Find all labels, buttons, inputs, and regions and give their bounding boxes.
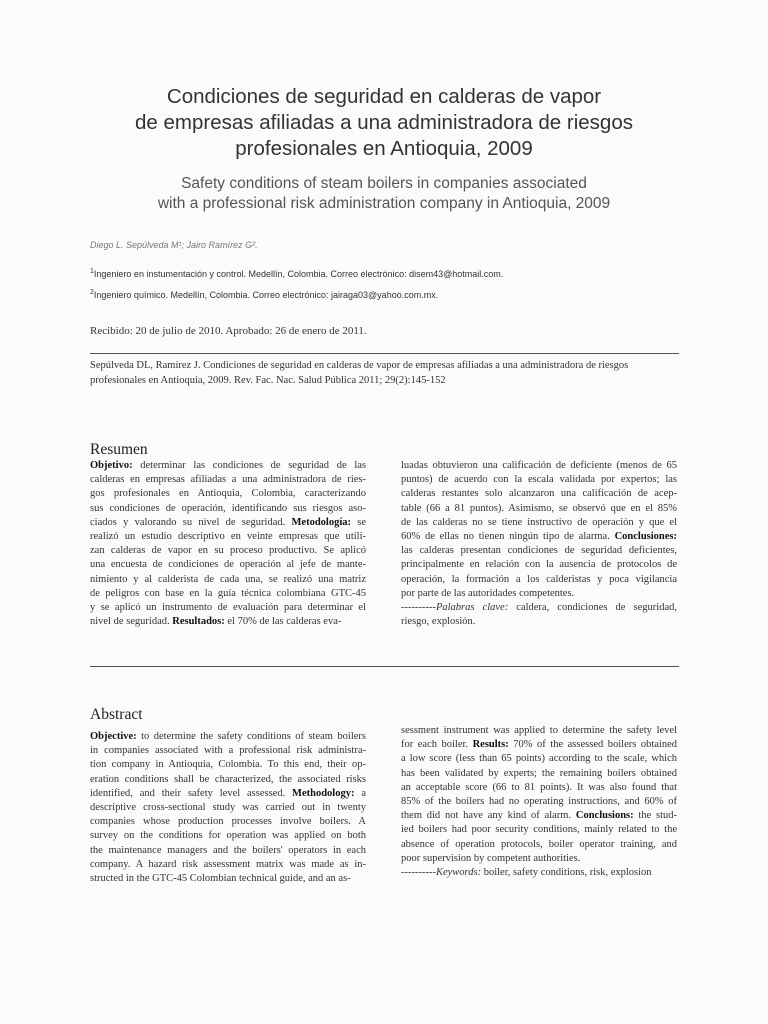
text-line	[401, 809, 677, 823]
line-text: companies whose production processes involve boilers. A	[90, 816, 366, 828]
line-text: absence of operation protocols, boiler operator training, and	[401, 838, 677, 850]
line-text: a	[354, 787, 366, 799]
section-label: Objetivo:	[90, 460, 133, 471]
text-line	[401, 823, 677, 837]
section-label: Metodología:	[291, 516, 351, 528]
text-line	[401, 795, 677, 809]
text-line	[90, 773, 366, 787]
text-line	[401, 767, 677, 781]
text-line	[90, 516, 366, 530]
line-text: descriptive cross-sectional study was carried out in twenty	[90, 802, 366, 814]
line-text: sessment instrument was applied to determine the safety level	[401, 725, 677, 736]
text-line	[90, 858, 366, 872]
article-title-spanish	[80, 84, 688, 162]
line-text: 70% of the assessed boilers obtained	[508, 739, 677, 751]
line-text: puntos) de acuerdo con la escala validada por expertos; las	[401, 474, 677, 486]
text-line	[90, 473, 366, 487]
line-text: operación, la formación a los calderistas y poca vigilancia	[401, 573, 677, 585]
text-line	[90, 758, 366, 772]
text-line	[401, 487, 677, 501]
line-text: una encuesta de condiciones de operación al jefe de mante-	[90, 559, 366, 571]
line-text: structed in the GTC-45 Colombian technical guide, and an as-	[90, 873, 351, 885]
text-line	[401, 724, 677, 738]
line-text: eration conditions shall be characterized, the associated risks	[90, 773, 366, 785]
line-text: an acceptable score (66 to 81 points). It was also found that	[401, 781, 677, 793]
line-text: boiler, safety conditions, risk, explosion	[481, 867, 652, 879]
received-dates: Recibido: 20 de julio de 2010. Aprobado: 26 de enero de 2011.	[90, 325, 367, 337]
line-text: determinar las condiciones de seguridad de las	[132, 460, 366, 471]
citation-line: Sepúlveda DL, Ramírez J. Condiciones de seguridad en calderas de vapor de empresas afiliadas a una administradora de riesgos	[90, 360, 629, 371]
text-line	[401, 601, 677, 615]
text-line	[401, 473, 677, 487]
text-line	[401, 573, 677, 587]
line-text: riesgo, explosión.	[401, 616, 476, 628]
affiliation-1	[90, 268, 503, 279]
text-line	[90, 558, 366, 572]
section-label: Methodology:	[292, 787, 355, 799]
affiliation-marker: 2	[90, 289, 94, 296]
section-divider	[90, 666, 679, 667]
line-text: gos profesionales en Antioquia, Colombia, caracterizando	[90, 488, 366, 500]
line-text: a low score (less than 65 points) according to the scale, which	[401, 753, 677, 765]
text-line	[401, 738, 677, 752]
title-es-line: profesionales en Antioquia, 2009	[235, 137, 533, 160]
text-line	[90, 872, 366, 886]
line-text: sus condiciones de operación, identificando sus riesgos aso-	[90, 502, 366, 514]
text-line	[401, 866, 677, 880]
line-text: el 70% de las calderas eva-	[224, 616, 342, 628]
line-text: luadas obtuvieron una calificación de deficiente (menos de 65	[401, 460, 677, 471]
line-text: 60% de ellas no tienen ningún tipo de alarma.	[401, 531, 615, 543]
citation	[90, 358, 679, 388]
text-line	[90, 601, 366, 615]
text-line	[401, 587, 677, 601]
line-text: table (66 a 81 puntos). Asimismo, se observó que en el 85%	[401, 502, 677, 514]
abstract-column-right	[401, 724, 677, 880]
citation-line: profesionales en Antioquia, 2009. Rev. Fac. Nac. Salud Pública 2011; 29(2):145-152	[90, 375, 446, 386]
line-text: identified, and their safety level assessed.	[90, 787, 293, 799]
text-line	[90, 730, 366, 744]
resumen-column-right	[401, 459, 677, 629]
affiliation-text: Ingeniero químico. Medellín, Colombia. Correo electrónico: jairaga03@yahoo.com.mx.	[93, 290, 439, 300]
line-text: zan calderas de vapor en su proceso productivo. Se aplicó	[90, 545, 366, 557]
section-label: Objective:	[90, 731, 137, 742]
line-text: the maintenance managers and the boilers' operators in each	[90, 844, 366, 856]
line-text: se	[351, 516, 366, 528]
title-es-line: Condiciones de seguridad en calderas de vapor	[166, 85, 602, 108]
line-text: ----------	[401, 867, 436, 879]
authors: Diego L. Sepúlveda M¹; Jairo Ramírez G².	[90, 240, 258, 250]
resumen-column-left	[90, 459, 366, 629]
line-text: ciados y valorando su nivel de seguridad.	[90, 516, 292, 528]
line-text: las calderas presentan condiciones de seguridad deficientes,	[401, 545, 677, 557]
text-line	[90, 487, 366, 501]
text-line	[90, 587, 366, 601]
line-text: tion company in Antioquia, Colombia. To this end, their op-	[90, 759, 366, 771]
line-text: de las calderas no se tiene instructivo de operación y que el	[401, 516, 677, 528]
line-text: survey on the conditions for operation was applied on both	[90, 830, 366, 842]
line-text: poor supervision by competent authorities.	[401, 852, 581, 864]
text-line	[90, 530, 366, 544]
title-en-line: with a professional risk administration company in Antioquia, 2009	[157, 195, 611, 212]
resumen-heading: Resumen	[90, 441, 148, 458]
affiliation-text: Ingeniero en instumentación y control. Medellín, Colombia. Correo electrónico: disem43@hotmail.com.	[93, 269, 504, 279]
text-line	[90, 787, 366, 801]
affiliation-marker: 1	[90, 268, 94, 275]
text-line	[90, 844, 366, 858]
abstract-column-left	[90, 730, 366, 886]
text-line	[90, 615, 366, 629]
line-text: nimiento y al calderista de cada una, se realizó una matriz	[90, 573, 366, 585]
line-text: has been validated by experts; the remaining boilers obtained	[401, 767, 677, 779]
text-line	[90, 744, 366, 758]
text-line	[401, 530, 677, 544]
line-text: caldera, condiciones de seguridad,	[508, 602, 677, 614]
line-text: y se aplicó un instrumento de evaluación para determinar el	[90, 602, 366, 614]
line-text: for each boiler.	[401, 739, 473, 751]
line-text: ----------	[401, 602, 436, 614]
text-line	[401, 459, 677, 473]
line-text: por parte de las autoridades competentes.	[401, 587, 575, 599]
divider	[90, 353, 679, 354]
line-text: to determine the safety conditions of steam boilers	[136, 731, 366, 742]
line-text: in companies associated with a professional risk administra-	[90, 745, 366, 757]
text-line	[401, 544, 677, 558]
text-line	[401, 558, 677, 572]
article-title-english	[80, 174, 688, 214]
text-line	[401, 502, 677, 516]
affiliation-2	[90, 289, 438, 300]
section-label: Results:	[472, 739, 509, 751]
text-line	[401, 781, 677, 795]
section-label: Conclusiones:	[614, 531, 677, 543]
line-text: ied boilers had poor security conditions, mainly related to the	[401, 824, 677, 836]
title-en-line: Safety conditions of steam boilers in companies associated	[181, 175, 587, 192]
text-line	[90, 801, 366, 815]
text-line	[401, 838, 677, 852]
text-line	[90, 573, 366, 587]
abstract-heading: Abstract	[90, 706, 143, 723]
line-text: calderas restantes solo alcanzaron una calificación de acep-	[401, 488, 677, 500]
line-text: the stud-	[633, 810, 677, 822]
line-text: principalmente en relación con la ausencia de protocolos de	[401, 559, 677, 571]
keywords-label: Keywords:	[435, 867, 482, 879]
section-label: Conclusions:	[575, 810, 634, 822]
line-text: nivel de seguridad.	[90, 616, 173, 628]
line-text: company. A hazard risk assessment matrix was made as in-	[90, 858, 366, 870]
text-line	[90, 459, 366, 473]
line-text: calderas en empresas afiliadas a una administradora de ries-	[90, 474, 366, 486]
line-text: de peligros con base en la guía técnica colombiana GTC-45	[90, 587, 366, 599]
line-text: them did not have any kind of alarm.	[401, 810, 576, 822]
text-line	[401, 516, 677, 530]
text-line	[90, 502, 366, 516]
section-label: Resultados:	[172, 616, 225, 628]
line-text: realizó un estudio descriptivo en veinte empresas que utili-	[90, 531, 366, 543]
text-line	[90, 829, 366, 843]
text-line	[401, 852, 677, 866]
text-line	[90, 815, 366, 829]
line-text: 85% of the boilers had no operating instructions, and 60% of	[401, 796, 677, 808]
text-line	[401, 615, 677, 629]
text-line	[401, 752, 677, 766]
keywords-label: Palabras clave:	[435, 602, 509, 614]
title-es-line: de empresas afiliadas a una administradora de riesgos	[135, 111, 633, 134]
text-line	[90, 544, 366, 558]
